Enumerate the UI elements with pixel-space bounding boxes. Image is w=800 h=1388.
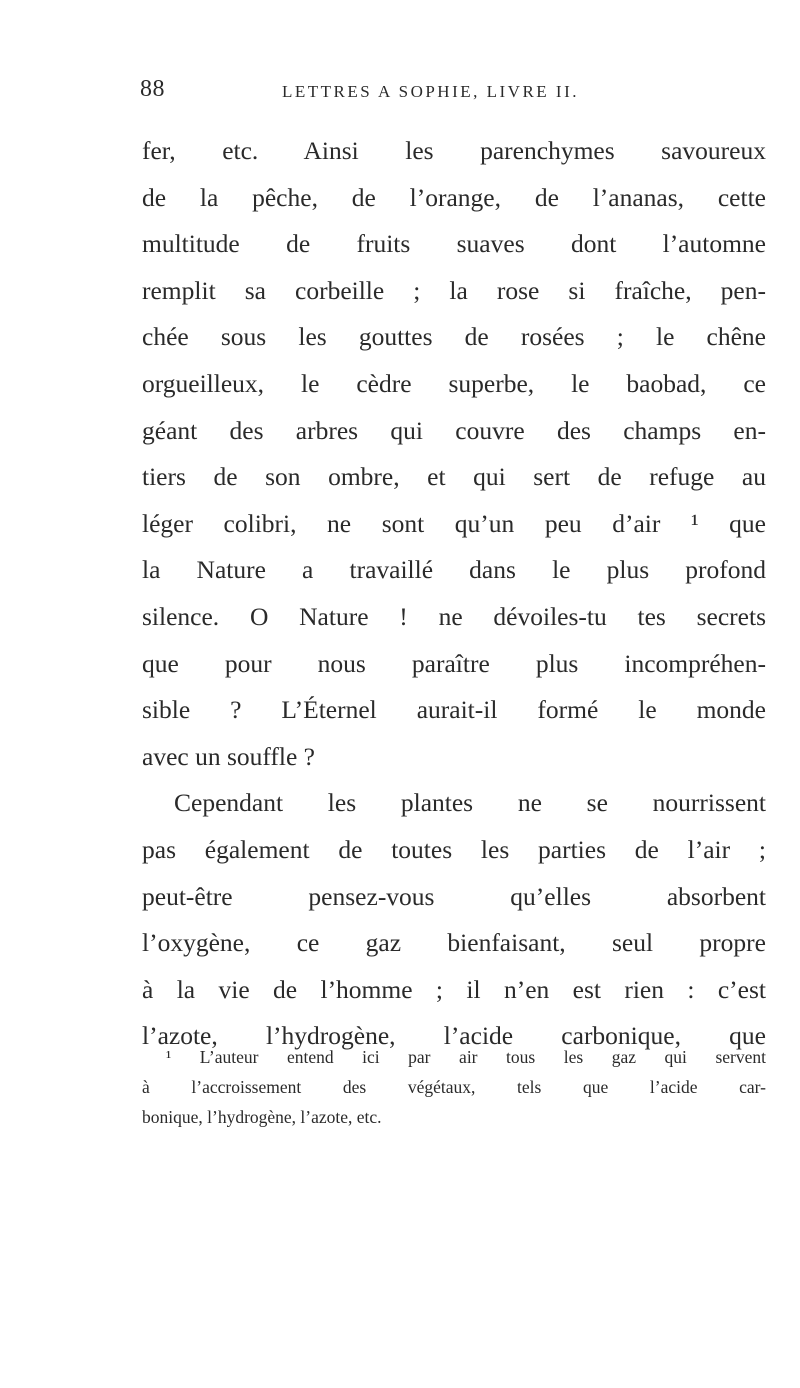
text-line: remplit sa corbeille ; la rose si fraîche, pen- [142, 275, 766, 305]
footnote-line: à l’accroissement des végétaux, tels que l’acide car- [142, 1077, 766, 1097]
text-line: l’oxygène, ce gaz bienfaisant, seul propre [142, 928, 766, 958]
text-line: Cependant les plantes ne se nourrissent [174, 788, 766, 818]
text-line: chée sous les gouttes de rosées ; le chêne [142, 322, 766, 352]
footnote-line: bonique, l’hydrogène, l’azote, etc. [142, 1107, 382, 1127]
text-line: à la vie de l’homme ; il n’en est rien : c’est [142, 974, 766, 1004]
text-line: léger colibri, ne sont qu’un peu d’air ¹ que [142, 508, 766, 538]
text-line: fer, etc. Ainsi les parenchymes savoureux [142, 136, 766, 165]
running-head [140, 76, 760, 116]
text-line: de la pêche, de l’orange, de l’ananas, cette [142, 182, 766, 212]
body-text [142, 128, 766, 1060]
text-line: avec un souffle ? [142, 741, 315, 771]
footnote-line: ¹ L’auteur entend ici par air tous les gaz qui servent [166, 1047, 766, 1067]
text-line: la Nature a travaillé dans le plus profond [142, 555, 766, 585]
text-line: orgueilleux, le cèdre superbe, le baobad, ce [142, 368, 766, 398]
text-line: peut-être pensez-vous qu’elles absorbent [142, 881, 766, 911]
footnotes [142, 1042, 766, 1132]
text-line: géant des arbres qui couvre des champs en- [142, 415, 766, 445]
text-line: silence. O Nature ! ne dévoiles-tu tes secrets [142, 601, 766, 631]
running-title: LETTRES A SOPHIE, LIVRE II. [282, 82, 579, 101]
page-number: 88 [140, 76, 165, 102]
text-line: que pour nous paraître plus incompréhen- [142, 648, 766, 678]
text-line: tiers de son ombre, et qui sert de refuge au [142, 462, 766, 492]
text-line: sible ? L’Éternel aurait-il formé le monde [142, 695, 766, 725]
text-line: l’azote, l’hydrogène, l’acide carbonique, que [142, 1021, 766, 1051]
text-line: pas également de toutes les parties de l’air ; [142, 834, 766, 864]
text-line: multitude de fruits suaves dont l’automne [142, 229, 766, 259]
